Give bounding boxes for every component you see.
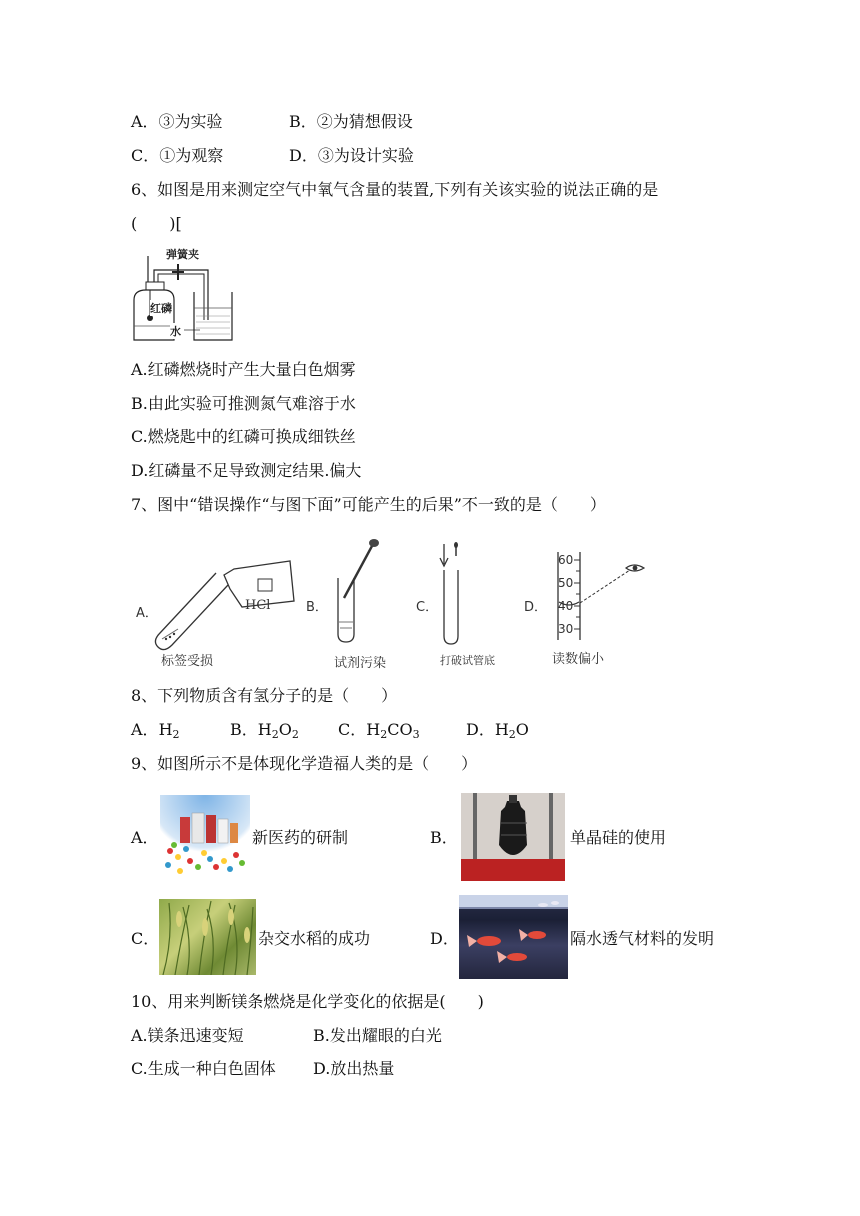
q7-figd-caption: 读数偏小 [552, 652, 605, 667]
q5-option-a: A．③为实验 [131, 112, 223, 131]
q6-option-b: B.由此实验可推测氮气难溶于水 [131, 394, 356, 413]
q10-option-c: C.生成一种白色固体 [131, 1059, 276, 1078]
q9-option-d-letter: D． [430, 929, 459, 948]
q6-stem: 6、如图是用来测定空气中氧气含量的装置,下列有关该实验的说法正确的是 [131, 180, 659, 199]
q7-figd-letter: D． [524, 600, 548, 615]
q5-option-c: C．①为观察 [131, 146, 224, 165]
q9-option-c-text: 杂交水稻的成功 [258, 929, 371, 948]
phosphorus-label: 红磷 [150, 302, 172, 315]
q9-option-b-letter: B． [430, 828, 458, 847]
q9-stem: 9、如图所示不是体现化学造福人类的是（ ） [131, 754, 478, 773]
aquarium-fish-photo [459, 895, 568, 979]
q10-option-d: D.放出热量 [313, 1059, 395, 1078]
q9-option-a-text: 新医药的研制 [252, 828, 349, 847]
q6-option-c: C.燃烧匙中的红磷可换成细铁丝 [131, 427, 356, 446]
q6-paren: ( )[ [131, 214, 182, 233]
q7-figb-caption: 试剂污染 [334, 656, 387, 671]
q9-option-b-text: 单晶硅的使用 [570, 828, 667, 847]
q5-option-b: B．②为猜想假设 [289, 112, 413, 131]
clamp-label: 弹簧夹 [166, 248, 199, 261]
q7-figa-drawing [150, 555, 300, 655]
q9-option-c-letter: C． [131, 929, 160, 948]
silicon-crystal-photo [461, 793, 565, 881]
rice-field-photo [159, 899, 256, 975]
q7-figc-letter: C． [416, 600, 439, 615]
q10-stem: 10、用来判断镁条燃烧是化学变化的依据是( ) [131, 992, 484, 1011]
q7-figc-caption: 打破试管底 [440, 654, 495, 667]
q9-option-a-letter: A． [131, 828, 159, 847]
q7-figc-drawing [434, 540, 474, 650]
q7-figa-letter: A． [136, 606, 158, 621]
water-label: 水 [170, 325, 181, 338]
q9-option-d-text: 隔水透气材料的发明 [570, 929, 715, 948]
q7-figd-tick-60: 60 [558, 553, 574, 567]
q8-option-d: D．$H_2O$ [466, 720, 529, 741]
q6-apparatus-diagram [128, 246, 238, 344]
q8-option-b: B．$H_2O_2$ [230, 720, 299, 741]
q7-figd-tick-40: 40 [558, 599, 574, 613]
q7-stem: 7、图中“错误操作“与图下面”可能产生的后果”不一致的是（ ） [131, 495, 606, 514]
q8-option-a: A．$H_2$ [131, 720, 180, 741]
q6-option-a: A.红磷燃烧时产生大量白色烟雾 [131, 360, 356, 379]
q6-option-d: D.红磷量不足导致测定结果.偏大 [131, 461, 362, 480]
q5-option-d: D．③为设计实验 [289, 146, 414, 165]
q7-figd-tick-50: 50 [558, 576, 574, 590]
q10-option-b: B.发出耀眼的白光 [313, 1026, 442, 1045]
q7-figb-drawing [330, 538, 390, 648]
medicine-photo [160, 795, 250, 879]
q7-figa-caption: 标签受损 [161, 654, 214, 669]
q8-stem: 8、下列物质含有氢分子的是（ ） [131, 686, 398, 705]
q7-figa-label: HCl [245, 598, 271, 613]
q10-option-a: A.镁条迅速变短 [131, 1026, 244, 1045]
q7-figb-letter: B． [306, 600, 328, 615]
q7-figd-tick-30: 30 [558, 622, 574, 636]
q8-option-c: C．$H_2CO_3$ [338, 720, 420, 741]
